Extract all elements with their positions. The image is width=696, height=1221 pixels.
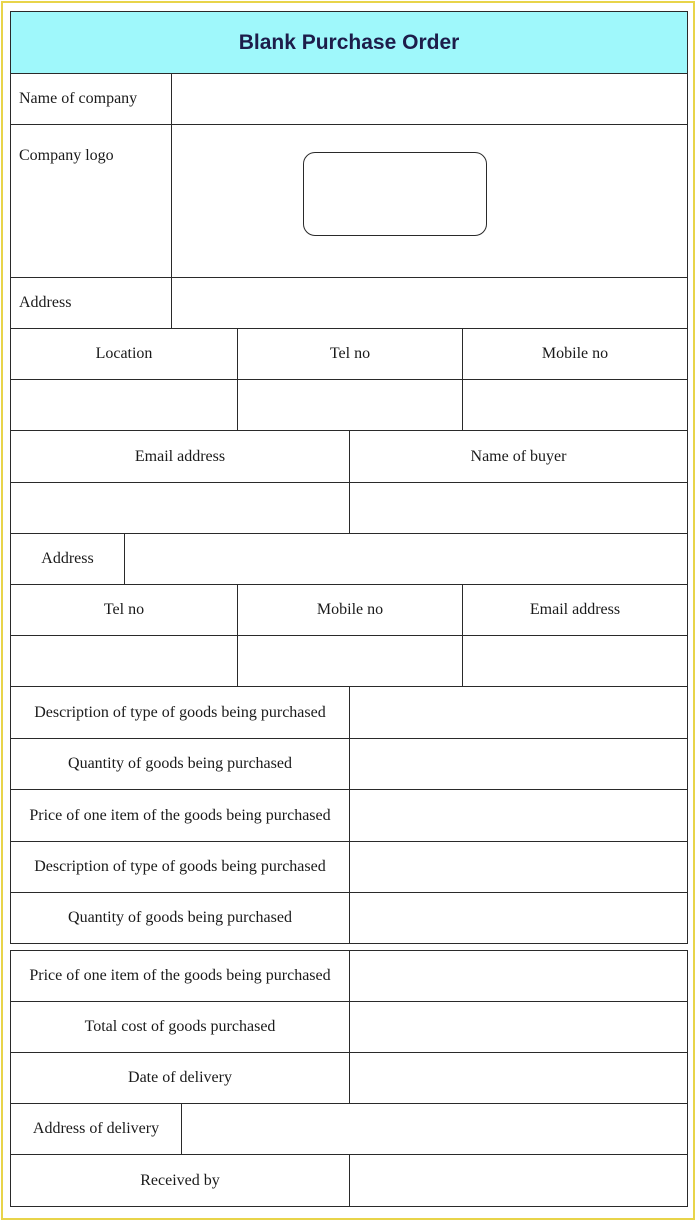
delivery-address-field[interactable] bbox=[181, 1104, 687, 1154]
goods-label: Quantity of goods being purchased bbox=[68, 755, 292, 772]
goods-row bbox=[10, 893, 688, 944]
company-contact-input-row bbox=[10, 380, 688, 431]
buyer-input-row bbox=[10, 483, 688, 534]
received-by-label: Received by bbox=[140, 1171, 220, 1189]
company-logo-label: Company logo bbox=[19, 147, 114, 164]
company-mobile-field[interactable] bbox=[462, 380, 687, 430]
company-logo-area[interactable] bbox=[171, 125, 687, 277]
received-by-field[interactable] bbox=[349, 1155, 687, 1206]
goods-row bbox=[10, 739, 688, 790]
company-name-row bbox=[10, 74, 688, 125]
purchase-order-form bbox=[10, 11, 688, 1207]
goods-row bbox=[10, 790, 688, 842]
buyer-tel-field[interactable] bbox=[11, 636, 237, 686]
goods-label: Description of type of goods being purchased bbox=[34, 703, 326, 721]
buyer-contact-input-row bbox=[10, 636, 688, 687]
goods-field[interactable] bbox=[349, 842, 687, 892]
goods-row bbox=[10, 687, 688, 739]
buyer-email-field[interactable] bbox=[11, 483, 349, 533]
location-field[interactable] bbox=[11, 380, 237, 430]
goods-field[interactable] bbox=[349, 1002, 687, 1052]
goods-label: Total cost of goods purchased bbox=[84, 1018, 276, 1035]
buyer-address-row bbox=[10, 534, 688, 585]
buyer-email2-label: Email address bbox=[462, 585, 687, 635]
goods-field[interactable] bbox=[349, 951, 687, 1001]
company-mobile-label: Mobile no bbox=[462, 329, 687, 379]
buyer-address-field[interactable] bbox=[124, 534, 687, 584]
goods-label: Description of type of goods being purchased bbox=[34, 858, 326, 875]
company-tel-label: Tel no bbox=[237, 329, 462, 379]
goods-row bbox=[10, 1053, 688, 1104]
buyer-mobile-label: Mobile no bbox=[237, 585, 462, 635]
received-by-row bbox=[10, 1155, 688, 1207]
company-name-label: Name of company bbox=[19, 90, 138, 107]
goods-label: Price of one item of the goods being purchased bbox=[29, 967, 331, 984]
buyer-mobile-field[interactable] bbox=[237, 636, 462, 686]
company-address-label: Address bbox=[19, 294, 72, 311]
goods-row bbox=[10, 842, 688, 893]
goods-field[interactable] bbox=[349, 739, 687, 789]
goods-row bbox=[10, 1002, 688, 1053]
goods-field[interactable] bbox=[349, 687, 687, 738]
buyer-email-label: Email address bbox=[134, 447, 226, 465]
company-contact-header-row bbox=[10, 329, 688, 380]
company-address-field[interactable] bbox=[171, 278, 687, 328]
company-tel-field[interactable] bbox=[237, 380, 462, 430]
buyer-name-field[interactable] bbox=[349, 483, 687, 533]
buyer-contact-header-row bbox=[10, 585, 688, 636]
buyer-tel-label: Tel no bbox=[103, 601, 145, 618]
goods-label: Price of one item of the goods being purchased bbox=[29, 806, 331, 824]
buyer-name-label: Name of buyer bbox=[349, 431, 687, 482]
company-name-field[interactable] bbox=[171, 74, 687, 124]
goods-field[interactable] bbox=[349, 1053, 687, 1103]
goods-row bbox=[10, 950, 688, 1002]
buyer-email2-field[interactable] bbox=[462, 636, 687, 686]
company-logo-row bbox=[10, 125, 688, 278]
form-title: Blank Purchase Order bbox=[11, 12, 687, 73]
buyer-address-label: Address bbox=[41, 550, 94, 567]
goods-field[interactable] bbox=[349, 893, 687, 943]
goods-field[interactable] bbox=[349, 790, 687, 841]
goods-label: Quantity of goods being purchased bbox=[68, 909, 292, 926]
location-label: Location bbox=[95, 345, 153, 362]
buyer-header-row bbox=[10, 431, 688, 483]
delivery-address-row bbox=[10, 1104, 688, 1155]
delivery-address-label: Address of delivery bbox=[32, 1120, 160, 1137]
company-address-row bbox=[10, 278, 688, 329]
goods-label: Date of delivery bbox=[128, 1069, 232, 1086]
title-row bbox=[10, 11, 688, 74]
logo-placeholder-box[interactable] bbox=[303, 152, 487, 236]
